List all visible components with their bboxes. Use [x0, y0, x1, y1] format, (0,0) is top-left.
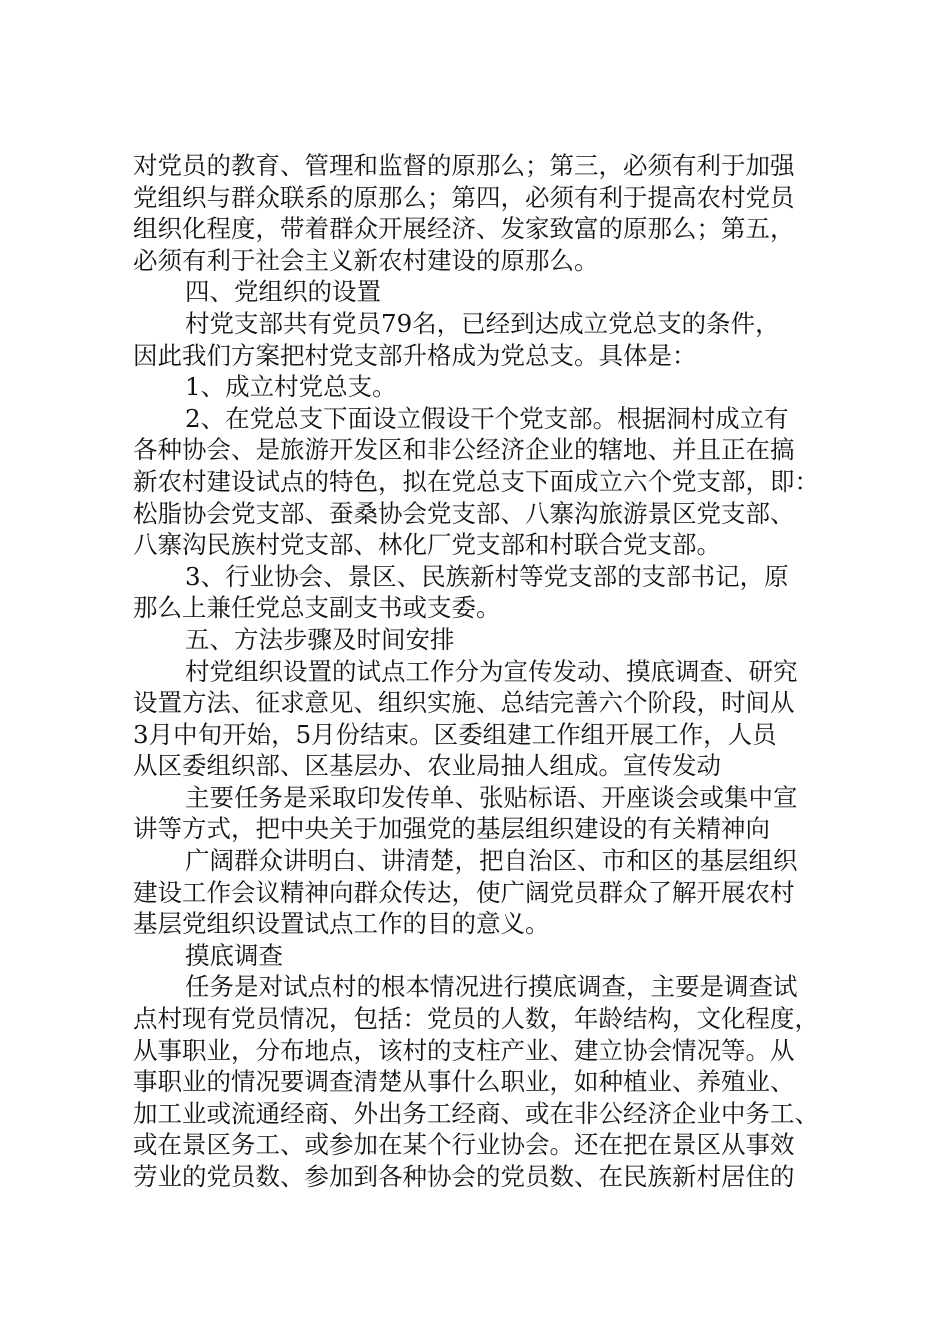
text-line: 基层党组织设置试点工作的目的意义。 [133, 909, 550, 939]
text-line: 3、行业协会、景区、民族新村等党支部的支部书记，原 [185, 561, 789, 591]
text-line: 各种协会、是旅游开发区和非公经济企业的辖地、并且正在搞 [133, 435, 795, 465]
text-line: 劳业的党员数、参加到各种协会的党员数、在民族新村居住的 [133, 1162, 795, 1191]
text-line: 加工业或流通经商、外出务工经商、或在非公经济企业中务工、 [133, 1098, 819, 1128]
text-line: 任务是对试点村的根本情况进行摸底调查，主要是调查试 [185, 972, 798, 1002]
text-line: 松脂协会党支部、蚕桑协会党支部、八寨沟旅游景区党支部、 [133, 498, 795, 528]
text-line: 建设工作会议精神向群众传达，使广阔党员群众了解开展农村 [133, 877, 795, 907]
text-line: 从区委组织部、区基层办、农业局抽人组成。宣传发动 [133, 751, 721, 781]
text-line: 八寨沟民族村党支部、林化厂党支部和村联合党支部。 [133, 530, 721, 560]
text-line: 主要任务是采取印发传单、张贴标语、开座谈会或集中宣 [185, 782, 798, 812]
text-line: 因此我们方案把村党支部升格成为党总支。具体是： [133, 340, 697, 370]
text-line: 对党员的教育、管理和监督的原那么；第三，必须有利于加强 [133, 151, 795, 180]
text-line: 设置方法、征求意见、组织实施、总结完善六个阶段，时间从 [133, 688, 795, 718]
text-line: 讲等方式，把中央关于加强党的基层组织建设的有关精神向 [133, 814, 770, 844]
text-line: 必须有利于社会主义新农村建设的原那么。 [133, 245, 599, 275]
text-line: 村党组织设置的试点工作分为宣传发动、摸底调查、研究 [185, 656, 798, 686]
document-body [133, 150, 853, 1193]
text-line: 1、成立村党总支。 [185, 372, 397, 402]
text-line: 组织化程度，带着群众开展经济、发家致富的原那么；第五， [133, 214, 795, 244]
text-line: 五、方法步骤及时间安排 [185, 624, 455, 654]
text-line: 从事职业，分布地点，该村的支柱产业、建立协会情况等。从 [133, 1035, 795, 1065]
text-line: 或在景区务工、或参加在某个行业协会。还在把在景区从事效 [133, 1130, 795, 1160]
text-line: 3月中旬开始，5月份结束。区委组建工作组开展工作，人员 [133, 719, 777, 749]
text-line: 2、在党总支下面设立假设干个党支部。根据洞村成立有 [185, 403, 789, 433]
text-line: 村党支部共有党员79名，已经到达成立党总支的条件， [185, 308, 780, 338]
text-line: 广阔群众讲明白、讲清楚，把自治区、市和区的基层组织 [185, 846, 798, 876]
text-line: 那么上兼任党总支副支书或支委。 [133, 593, 501, 623]
text-line: 四、党组织的设置 [185, 277, 381, 307]
text-line: 新农村建设试点的特色，拟在党总支下面成立六个党支部，即： [133, 466, 819, 496]
text-line: 事职业的情况要调查清楚从事什么职业，如种植业、养殖业、 [133, 1067, 795, 1097]
text-line: 点村现有党员情况，包括：党员的人数，年龄结构，文化程度， [133, 1004, 819, 1034]
text-line: 摸底调查 [185, 940, 283, 970]
text-line: 党组织与群众联系的原那么；第四，必须有利于提高农村党员 [133, 182, 795, 212]
